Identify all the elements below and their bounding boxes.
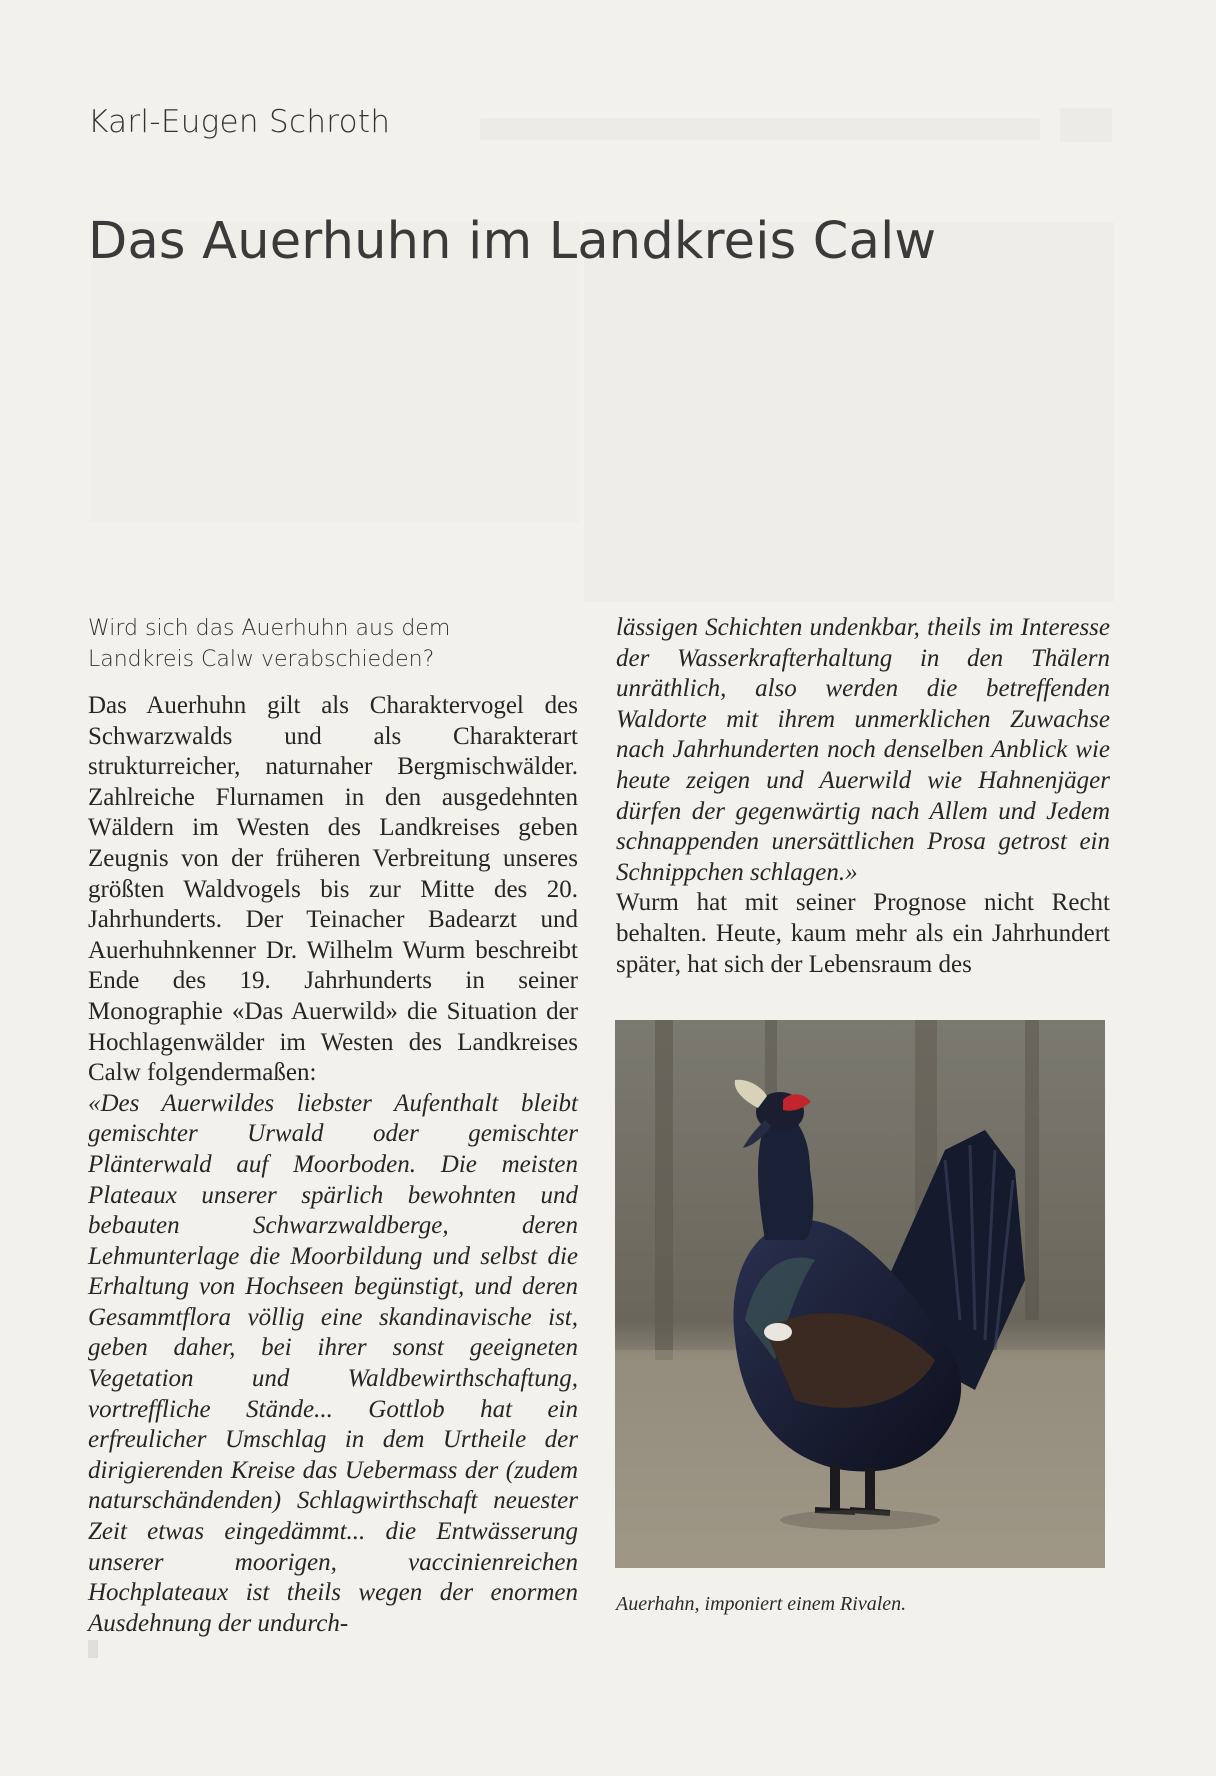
article-subheading: Wird sich das Auerhuhn aus dem Landkreis Calw verabschieden? <box>88 616 451 672</box>
shadow <box>780 1510 940 1530</box>
leg-right <box>865 1468 875 1510</box>
bleed-through-block-left <box>584 222 1114 602</box>
capercaillie-illustration <box>615 1020 1105 1568</box>
bleed-through-page-number <box>1060 108 1112 142</box>
followup-paragraph: Wurm hat mit seiner Prognose nicht Recht behalten. Heute, kaum mehr als ein Jahrhundert später, hat sich der Lebensraum des <box>616 889 1110 978</box>
intro-paragraph: Das Auerhuhn gilt als Charaktervogel des Schwarzwalds und als Charakterart strukturreicher, naturnaher Bergmischwälder. Zahlreiche Flurnamen in den ausgedehnten Wäldern im Westen des Landkreises geben Zeugnis von der früheren Verbreitung unseres größten Waldvogels bis zur Mitte des 20. Jahrhunderts. Der Teinacher Badearzt und Auerhuhnkenner Dr. Wilhelm Wurm beschreibt Ende des 19. Jahrhunderts in seiner Monographie «Das Auerwild» die Situation der Hochlagenwälder im Westen des Landkreises Calw folgendermaßen: <box>88 692 578 1087</box>
capercaillie-photo <box>615 1020 1105 1568</box>
wing-spot <box>764 1323 792 1341</box>
left-column <box>88 613 578 1639</box>
photo-caption: Auerhahn, imponiert einem Rivalen. <box>616 1593 907 1615</box>
leg-left <box>830 1465 840 1510</box>
tree-trunk <box>1025 1020 1039 1320</box>
author-name: Karl-Eugen Schroth <box>88 104 391 140</box>
article-title: Das Auerhuhn im Landkreis Calw <box>88 212 937 271</box>
bleed-through-header <box>480 118 1040 140</box>
page-edge-mark <box>88 1640 98 1658</box>
wurm-quote-part-1: «Des Auerwildes liebster Aufenthalt bleibt gemischter Urwald oder gemischter Plänterwald auf Moorboden. Die meisten Plateaux unserer spärlich bewohnten und bebauten Schwarzwaldberge, deren Lehmunterlage die Moorbildung und selbst die Erhaltung von Hochseen begünstigt, und deren Gesammtflora völlig eine skandinavische ist, geben daher, bei ihrer sonst geeigneten Vegetation und Waldbewirthschaftung, vortreffliche Stände... Gottlob hat ein erfreulicher Umschlag in dem Urtheile der dirigierenden Kreise das Uebermass der (zudem naturschändenden) Schlagwirthschaft neuester Zeit etwas eingedämmt... die Entwässerung unserer moorigen, vaccinienreichen Hochplateaux ist theils wegen der enormen Ausdehnung der undurch- <box>88 1089 578 1637</box>
right-column <box>616 613 1110 980</box>
tree-trunk <box>655 1020 673 1360</box>
wurm-quote-part-2: lässigen Schichten undenkbar, theils im Interesse der Wasserkrafterhaltung in den Thälern unräthlich, also werden die betreffenden Waldorte mit ihrem unmerklichen Zuwachse nach Jahrhunderten noch denselben Anblick wie heute zeigen und Auerwild wie Hahnenjäger dürfen der gegenwärtig nach Allem und Jedem schnappenden unersättlichen Prosa getrost ein Schnippchen schlagen.» <box>616 614 1110 886</box>
